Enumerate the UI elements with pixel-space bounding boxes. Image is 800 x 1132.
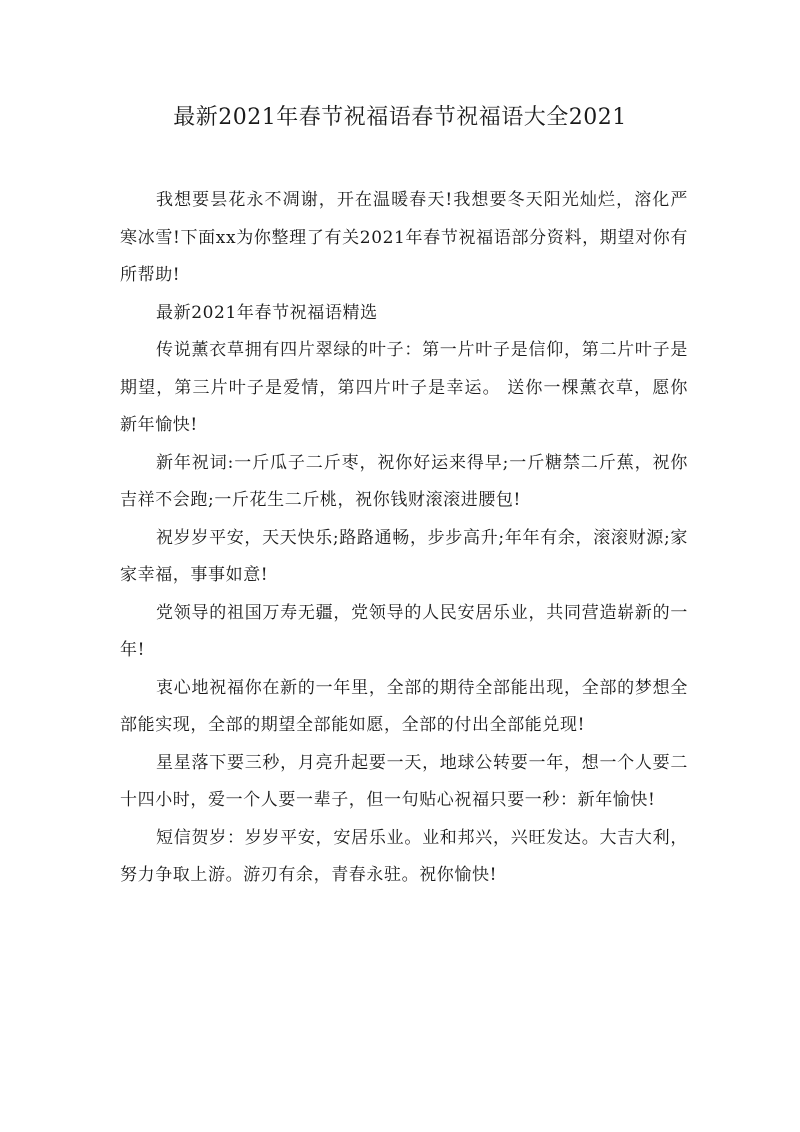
paragraph-peace-wishes: 祝岁岁平安，天天快乐;路路通畅，步步高升;年年有余，滚滚财源;家家幸福，事事如意! — [120, 527, 688, 585]
document-title: 最新2021年春节祝福语春节祝福语大全2021 — [173, 105, 627, 130]
paragraph-section-heading: 最新2021年春节祝福语精选 — [156, 302, 378, 323]
paragraph-stars: 星星落下要三秒，月亮升起要一天，地球公转要一年，想一个人要二十四小时，爱一个人要一辈子，但一句贴心祝福只要一秒：新年愉快! — [120, 752, 688, 810]
paragraph-motherland: 党领导的祖国万寿无疆，党领导的人民安居乐业，共同营造崭新的一年! — [120, 602, 688, 660]
paragraph-new-year-words: 新年祝词:一斤瓜子二斤枣，祝你好运来得早;一斤糖禁二斤蕉，祝你吉祥不会跑;一斤花生二斤桃，祝你钱财滚滚进腰包! — [120, 452, 688, 510]
paragraph-intro: 我想要昙花永不凋谢，开在温暖春天!我想要冬天阳光灿烂，溶化严寒冰雪!下面xx为你整理了有关2021年春节祝福语部分资料，期望对你有所帮助! — [120, 190, 688, 285]
paragraph-lavender: 传说薰衣草拥有四片翠绿的叶子：第一片叶子是信仰，第二片叶子是期望，第三片叶子是爱情，第四片叶子是幸运。 送你一棵薰衣草，愿你新年愉快! — [120, 340, 688, 435]
document-body — [120, 182, 688, 895]
paragraph-sms-greeting: 短信贺岁：岁岁平安，安居乐业。业和邦兴，兴旺发达。大吉大利，努力争取上游。游刃有余，青春永驻。祝你愉快! — [120, 827, 688, 885]
paragraph-sincere-wishes: 衷心地祝福你在新的一年里，全部的期待全部能出现，全部的梦想全部能实现，全部的期望全部能如愿，全部的付出全部能兑现! — [120, 677, 688, 735]
